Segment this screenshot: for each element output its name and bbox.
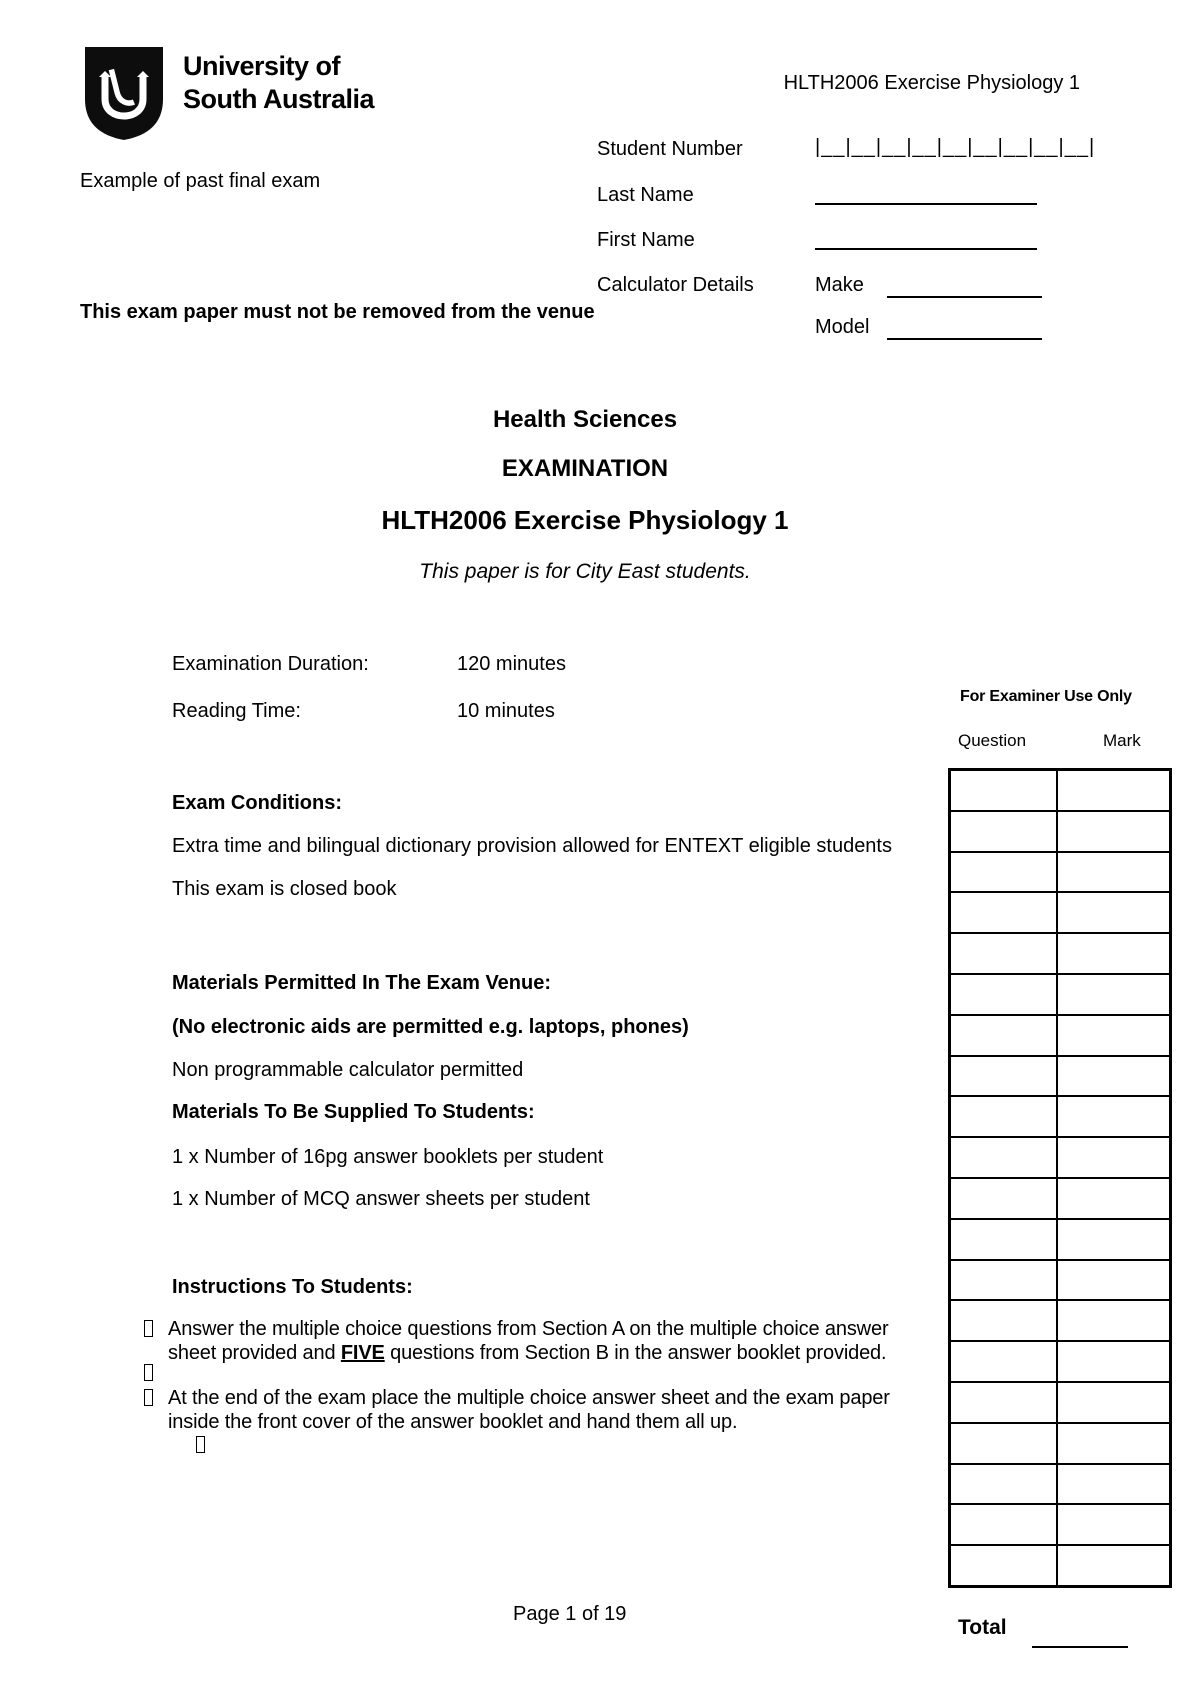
materials-permitted-heading: Materials Permitted In The Exam Venue: (172, 972, 552, 994)
examiner-table-row (951, 1014, 1169, 1055)
instruction-emphasis: FIVE (340, 1341, 385, 1364)
calculator-make-label: Make (815, 274, 864, 296)
examiner-table-row (951, 771, 1169, 810)
examiner-table-row (951, 851, 1169, 892)
question-cell[interactable] (951, 1179, 1058, 1218)
materials-supplied-line: 1 x Number of 16pg answer booklets per student (172, 1146, 604, 1168)
tofu-box-icon (144, 1320, 153, 1337)
mark-cell[interactable] (1058, 812, 1169, 851)
mark-cell[interactable] (1058, 1424, 1169, 1463)
question-cell[interactable] (951, 1546, 1058, 1585)
mark-cell[interactable] (1058, 1097, 1169, 1136)
question-cell[interactable] (951, 893, 1058, 932)
mark-cell[interactable] (1058, 1301, 1169, 1340)
question-cell[interactable] (951, 1301, 1058, 1340)
question-cell[interactable] (951, 812, 1058, 851)
first-name-label: First Name (597, 229, 695, 251)
question-cell[interactable] (951, 1383, 1058, 1422)
examiner-table-row (951, 1055, 1169, 1096)
question-cell[interactable] (951, 853, 1058, 892)
examiner-table-row (951, 1340, 1169, 1381)
tofu-box-icon (144, 1389, 153, 1406)
university-name-line2: South Australia (183, 84, 375, 114)
mark-cell[interactable] (1058, 853, 1169, 892)
examiner-table-row (951, 1218, 1169, 1259)
mark-column-label: Mark (1103, 731, 1141, 750)
question-cell[interactable] (951, 1342, 1058, 1381)
instruction-text: Answer the multiple choice questions from Section A on the multiple choice answer sheet provided and (168, 1318, 889, 1364)
question-column-label: Question (958, 731, 1027, 750)
examiner-marks-table (948, 768, 1172, 1588)
materials-supplied-line: 1 x Number of MCQ answer sheets per student (172, 1188, 590, 1210)
examiner-table-row (951, 1299, 1169, 1340)
mark-cell[interactable] (1058, 1505, 1169, 1544)
question-cell[interactable] (951, 1097, 1058, 1136)
examiner-table-row (951, 1422, 1169, 1463)
course-title: HLTH2006 Exercise Physiology 1 (381, 505, 789, 535)
question-cell[interactable] (951, 1220, 1058, 1259)
instruction-item (168, 1318, 900, 1365)
examiner-table-row (951, 1177, 1169, 1218)
examiner-table-row (951, 1463, 1169, 1504)
mark-cell[interactable] (1058, 893, 1169, 932)
materials-supplied-heading: Materials To Be Supplied To Students: (172, 1101, 535, 1123)
mark-cell[interactable] (1058, 1179, 1169, 1218)
faculty-title: Health Sciences (492, 406, 678, 433)
mark-cell[interactable] (1058, 1057, 1169, 1096)
examiner-table-row (951, 810, 1169, 851)
example-note: Example of past final exam (80, 170, 321, 192)
reading-time-value: 10 minutes (457, 700, 555, 722)
examiner-table-row (951, 1095, 1169, 1136)
reading-time-label: Reading Time: (172, 700, 301, 722)
materials-permitted-line: Non programmable calculator permitted (172, 1059, 524, 1081)
course-code-header: HLTH2006 Exercise Physiology 1 (783, 72, 1080, 94)
question-cell[interactable] (951, 1016, 1058, 1055)
mark-cell[interactable] (1058, 1546, 1169, 1585)
mark-cell[interactable] (1058, 1138, 1169, 1177)
unisa-logo-shield-icon (85, 47, 163, 145)
question-cell[interactable] (951, 975, 1058, 1014)
calculator-model-field[interactable] (887, 338, 1042, 340)
exam-conditions-line: This exam is closed book (172, 878, 397, 900)
tofu-box-icon (144, 1364, 153, 1381)
examiner-table-row (951, 891, 1169, 932)
exam-conditions-line: Extra time and bilingual dictionary provision allowed for ENTEXT eligible students (172, 835, 892, 857)
student-number-field[interactable]: |__|__|__|__|__|__|__|__|__| (815, 136, 1096, 158)
university-name (183, 50, 374, 116)
mark-cell[interactable] (1058, 975, 1169, 1014)
examiner-table-row (951, 1136, 1169, 1177)
examiner-table-row (951, 932, 1169, 973)
removal-notice: This exam paper must not be removed from the venue (80, 301, 595, 323)
question-cell[interactable] (951, 1505, 1058, 1544)
examiner-table-row (951, 973, 1169, 1014)
last-name-field[interactable] (815, 203, 1037, 205)
examiner-table-row (951, 1259, 1169, 1300)
question-cell[interactable] (951, 934, 1058, 973)
university-name-line1: University of (183, 51, 341, 81)
campus-subtitle: This paper is for City East students. (419, 560, 751, 583)
examiner-table-row (951, 1544, 1169, 1585)
total-label: Total (958, 1616, 1007, 1639)
page-number: Page 1 of 19 (513, 1603, 627, 1625)
student-number-label: Student Number (597, 138, 743, 160)
mark-cell[interactable] (1058, 1383, 1169, 1422)
question-cell[interactable] (951, 1261, 1058, 1300)
mark-cell[interactable] (1058, 1465, 1169, 1504)
materials-permitted-subheading: (No electronic aids are permitted e.g. laptops, phones) (172, 1016, 689, 1038)
examiner-table-row (951, 1503, 1169, 1544)
instruction-item: At the end of the exam place the multiple choice answer sheet and the exam paper inside the front cover of the answer booklet and hand them all up. (168, 1387, 890, 1433)
question-cell[interactable] (951, 1424, 1058, 1463)
question-cell[interactable] (951, 1057, 1058, 1096)
exam-conditions-heading: Exam Conditions: (172, 792, 343, 814)
calculator-make-field[interactable] (887, 296, 1042, 298)
calculator-model-label: Model (815, 316, 870, 338)
mark-cell[interactable] (1058, 934, 1169, 973)
duration-label: Examination Duration: (172, 653, 369, 675)
total-field[interactable] (1032, 1646, 1128, 1648)
question-cell[interactable] (951, 1465, 1058, 1504)
examination-title: EXAMINATION (501, 455, 669, 482)
last-name-label: Last Name (597, 184, 694, 206)
question-cell[interactable] (951, 1138, 1058, 1177)
duration-value: 120 minutes (457, 653, 566, 675)
mark-cell[interactable] (1058, 1016, 1169, 1055)
calculator-details-label: Calculator Details (597, 274, 754, 296)
instruction-text: questions from Section B in the answer booklet provided. (384, 1341, 887, 1364)
tofu-box-icon (196, 1436, 205, 1453)
mark-cell[interactable] (1058, 1261, 1169, 1300)
mark-cell[interactable] (1058, 1342, 1169, 1381)
mark-cell[interactable] (1058, 1220, 1169, 1259)
examiner-use-only-heading: For Examiner Use Only (960, 688, 1132, 705)
first-name-field[interactable] (815, 248, 1037, 250)
mark-cell[interactable] (1058, 771, 1169, 810)
instructions-heading: Instructions To Students: (172, 1276, 413, 1298)
examiner-table-row (951, 1381, 1169, 1422)
question-cell[interactable] (951, 771, 1058, 810)
